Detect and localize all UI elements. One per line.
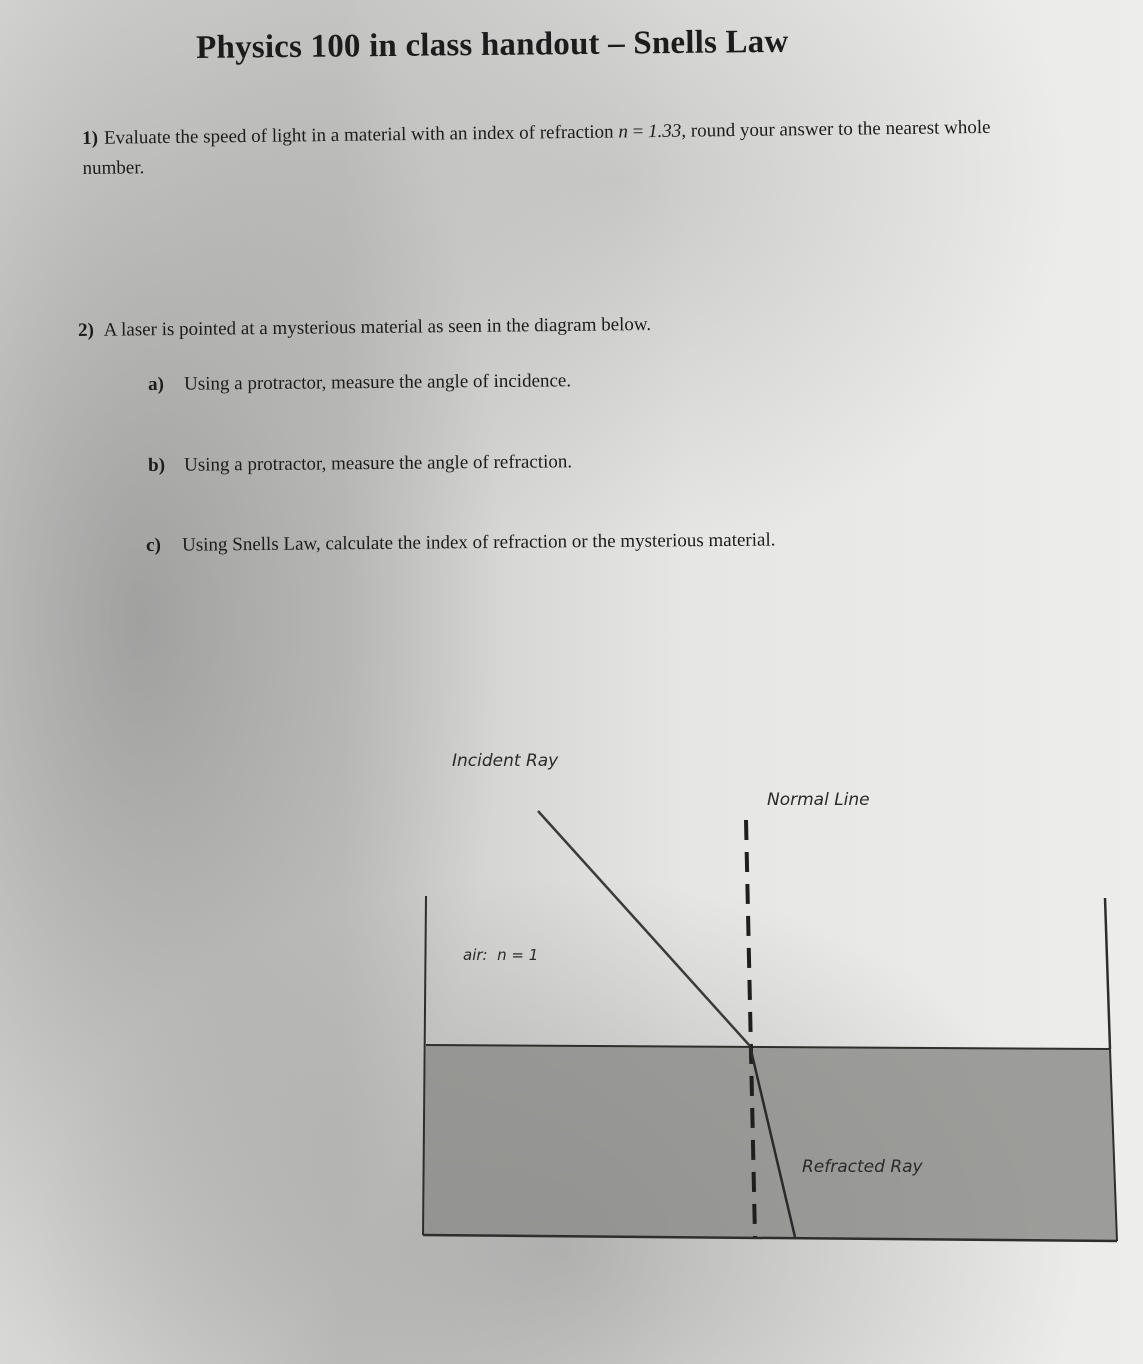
question-1-number: 1) xyxy=(82,127,99,149)
question-1-equals: = xyxy=(627,121,649,143)
question-2c-letter: c) xyxy=(146,534,161,556)
question-2-number: 2) xyxy=(78,319,95,341)
question-2b-letter: b) xyxy=(148,454,166,476)
normal-line-label: Normal Line xyxy=(767,790,870,810)
question-2a-letter: a) xyxy=(148,373,165,395)
question-2c-text: Using Snells Law, calculate the index of refraction or the mysterious material. xyxy=(181,529,776,556)
material-region xyxy=(423,1045,1117,1241)
container-right-wall xyxy=(1105,898,1110,1049)
question-1-text-before: Evaluate the speed of light in a material with an index of refraction xyxy=(103,121,619,149)
page-title: Physics 100 in class handout – Snells Law xyxy=(196,23,789,66)
question-2a-text: Using a protractor, measure the angle of incidence. xyxy=(183,370,572,395)
question-1-text-after: round your answer to the nearest whole number. xyxy=(82,116,991,179)
incident-ray-label: Incident Ray xyxy=(452,751,559,771)
question-1-value: 1.33, xyxy=(647,120,687,143)
question-2b-text: Using a protractor, measure the angle of refraction. xyxy=(183,451,573,476)
incident-ray xyxy=(538,811,750,1046)
refracted-ray-label: Refracted Ray xyxy=(802,1157,923,1177)
air-medium-label: air: n = 1 xyxy=(463,946,539,964)
question-2-text: A laser is pointed at a mysterious material as seen in the diagram below. xyxy=(103,313,652,341)
question-1-variable: n xyxy=(618,121,628,143)
